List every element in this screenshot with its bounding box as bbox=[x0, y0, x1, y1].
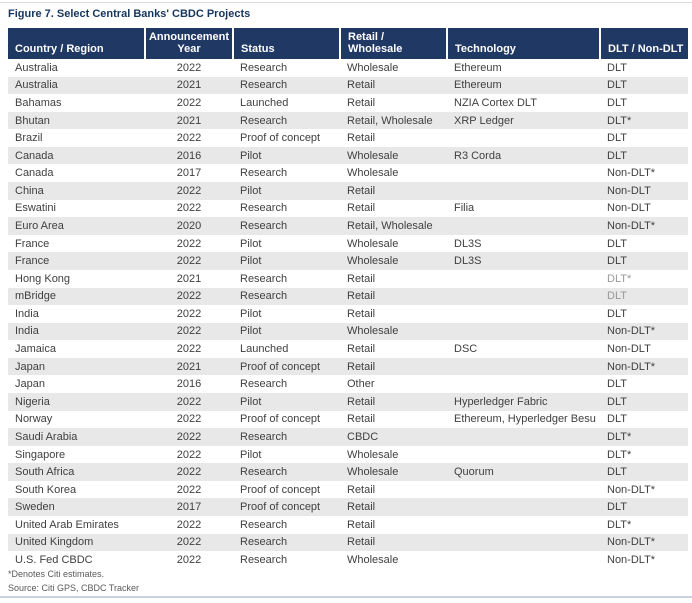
col-header-label: Country / Region bbox=[15, 43, 104, 55]
cell-retail-wholesale: Retail bbox=[340, 288, 447, 306]
cell-announcement-year: 2022 bbox=[145, 182, 233, 200]
cell-retail-wholesale: Retail, Wholesale bbox=[340, 217, 447, 235]
cell-dlt-non-dlt: Non-DLT* bbox=[607, 167, 656, 180]
cell-dlt-non-dlt: Non-DLT* bbox=[600, 217, 688, 235]
cell-technology bbox=[447, 358, 600, 376]
cell-status: Research bbox=[233, 428, 340, 446]
cell-country-region: Eswatini bbox=[15, 202, 56, 215]
cell-dlt-non-dlt: DLT* bbox=[607, 272, 632, 285]
cell-dlt-non-dlt: DLT* bbox=[607, 518, 632, 531]
cell-dlt-non-dlt: Non-DLT* bbox=[600, 534, 688, 552]
cell-announcement-year: 2017 bbox=[176, 167, 202, 180]
cell-technology bbox=[447, 217, 600, 235]
cell-announcement-year: 2016 bbox=[176, 378, 202, 391]
cell-country-region: China bbox=[8, 182, 145, 200]
cell-country-region: Canada bbox=[15, 167, 54, 180]
cell-country-region: U.S. Fed CBDC bbox=[15, 553, 93, 566]
cell-country-region: mBridge bbox=[8, 288, 145, 306]
cell-status: Proof of concept bbox=[240, 483, 321, 496]
cell-technology bbox=[447, 428, 600, 446]
cell-retail-wholesale: Retail bbox=[347, 483, 376, 496]
cell-status: Research bbox=[240, 61, 288, 74]
col-header-retail-wholesale bbox=[340, 28, 447, 59]
table-row bbox=[8, 428, 688, 446]
cell-dlt-non-dlt: DLT bbox=[600, 147, 688, 165]
cell-retail-wholesale: Retail bbox=[347, 272, 376, 285]
cell-retail-wholesale: Wholesale bbox=[347, 61, 399, 74]
cell-technology: Ethereum, Hyperledger Besu bbox=[454, 413, 596, 426]
cell-technology: Filia bbox=[454, 202, 475, 215]
cell-technology bbox=[447, 516, 600, 534]
cell-dlt-non-dlt: Non-DLT bbox=[600, 182, 688, 200]
cell-retail-wholesale: Retail, Wholesale bbox=[340, 112, 447, 130]
cell-dlt-non-dlt: DLT bbox=[607, 132, 627, 145]
cell-technology: DL3S bbox=[454, 237, 482, 250]
cell-country-region: Canada bbox=[8, 147, 145, 165]
table-row bbox=[8, 534, 688, 552]
cell-country-region: United Arab Emirates bbox=[15, 518, 119, 531]
cell-announcement-year: 2022 bbox=[176, 132, 202, 145]
cell-dlt-non-dlt: DLT bbox=[607, 96, 627, 109]
col-header-label: Wholesale bbox=[348, 43, 403, 55]
cell-announcement-year: 2022 bbox=[145, 534, 233, 552]
table-row bbox=[8, 129, 688, 147]
cell-status: Research bbox=[240, 202, 288, 215]
cell-technology: NZIA Cortex DLT bbox=[454, 96, 537, 109]
cell-dlt-non-dlt: Non-DLT* bbox=[607, 553, 656, 566]
cell-announcement-year: 2021 bbox=[176, 272, 202, 285]
cell-country-region: India bbox=[15, 307, 39, 320]
col-header-label: Status bbox=[241, 43, 275, 55]
cell-status: Pilot bbox=[240, 237, 262, 250]
cell-dlt-non-dlt: DLT bbox=[607, 307, 627, 320]
cell-status: Research bbox=[240, 378, 288, 391]
cell-announcement-year: 2022 bbox=[176, 518, 202, 531]
cell-retail-wholesale: Retail bbox=[340, 358, 447, 376]
cell-dlt-non-dlt: DLT* bbox=[600, 112, 688, 130]
col-header-technology bbox=[447, 28, 600, 59]
col-header-label: Year bbox=[177, 43, 201, 55]
table-row bbox=[8, 446, 688, 464]
cell-status: Launched bbox=[240, 343, 289, 356]
col-header-label: Technology bbox=[455, 43, 516, 55]
cell-status: Research bbox=[233, 463, 340, 481]
cell-technology: Quorum bbox=[447, 463, 600, 481]
cell-technology bbox=[447, 270, 600, 288]
cell-retail-wholesale: Retail bbox=[340, 182, 447, 200]
cell-retail-wholesale: Retail bbox=[347, 96, 376, 109]
cell-announcement-year: 2022 bbox=[176, 553, 202, 566]
cell-announcement-year: 2022 bbox=[145, 393, 233, 411]
cell-status: Pilot bbox=[233, 323, 340, 341]
cell-announcement-year: 2022 bbox=[176, 448, 202, 461]
cell-technology bbox=[447, 288, 600, 306]
cell-retail-wholesale: Retail bbox=[347, 413, 376, 426]
cell-retail-wholesale: Wholesale bbox=[340, 147, 447, 165]
cell-dlt-non-dlt: Non-DLT* bbox=[600, 358, 688, 376]
cell-status: Launched bbox=[240, 96, 289, 109]
cell-status: Pilot bbox=[233, 393, 340, 411]
table-row bbox=[8, 112, 688, 130]
cell-dlt-non-dlt: DLT bbox=[607, 378, 627, 391]
cell-technology: Hyperledger Fabric bbox=[447, 393, 600, 411]
cell-announcement-year: 2022 bbox=[176, 202, 202, 215]
cell-status: Pilot bbox=[240, 448, 262, 461]
cell-announcement-year: 2022 bbox=[176, 343, 202, 356]
cell-country-region: Hong Kong bbox=[15, 272, 71, 285]
cell-technology: Ethereum bbox=[447, 77, 600, 95]
table-row bbox=[8, 393, 688, 411]
table-row bbox=[8, 463, 688, 481]
cell-dlt-non-dlt: Non-DLT* bbox=[600, 323, 688, 341]
cell-country-region: South Korea bbox=[15, 483, 77, 496]
cell-dlt-non-dlt: DLT bbox=[600, 393, 688, 411]
cell-retail-wholesale: Retail bbox=[340, 498, 447, 516]
cell-dlt-non-dlt: DLT bbox=[600, 252, 688, 270]
cell-retail-wholesale: Wholesale bbox=[340, 323, 447, 341]
col-header-label: Retail / bbox=[348, 31, 385, 43]
cell-announcement-year: 2021 bbox=[145, 112, 233, 130]
cell-dlt-non-dlt: DLT bbox=[607, 237, 627, 250]
cell-retail-wholesale: Retail bbox=[347, 132, 376, 145]
cell-status: Research bbox=[240, 553, 288, 566]
cell-announcement-year: 2022 bbox=[145, 288, 233, 306]
cell-status: Pilot bbox=[233, 182, 340, 200]
table-row bbox=[8, 305, 688, 323]
cell-retail-wholesale: Wholesale bbox=[340, 252, 447, 270]
cell-status: Research bbox=[240, 272, 288, 285]
cell-status: Pilot bbox=[233, 252, 340, 270]
cell-technology bbox=[447, 129, 600, 147]
table-row bbox=[8, 411, 688, 429]
cell-dlt-non-dlt: DLT bbox=[600, 498, 688, 516]
cell-country-region: India bbox=[8, 323, 145, 341]
bottom-rule-divider bbox=[0, 596, 692, 598]
cell-dlt-non-dlt: DLT bbox=[607, 61, 627, 74]
cell-status: Research bbox=[233, 77, 340, 95]
cell-announcement-year: 2022 bbox=[176, 61, 202, 74]
cell-dlt-non-dlt: Non-DLT bbox=[607, 343, 651, 356]
cell-status: Proof of concept bbox=[233, 358, 340, 376]
cell-technology bbox=[447, 305, 600, 323]
table-row bbox=[8, 270, 688, 288]
cell-announcement-year: 2021 bbox=[145, 77, 233, 95]
cell-technology: R3 Corda bbox=[447, 147, 600, 165]
cell-technology bbox=[447, 534, 600, 552]
col-header-status bbox=[233, 28, 340, 59]
cell-dlt-non-dlt: Non-DLT* bbox=[607, 483, 656, 496]
cell-country-region: Sweden bbox=[8, 498, 145, 516]
cell-country-region: Euro Area bbox=[8, 217, 145, 235]
cell-status: Proof of concept bbox=[240, 132, 321, 145]
cell-technology bbox=[447, 323, 600, 341]
table-row bbox=[8, 516, 688, 534]
cell-technology: XRP Ledger bbox=[447, 112, 600, 130]
table-row bbox=[8, 323, 688, 341]
cell-retail-wholesale: CBDC bbox=[340, 428, 447, 446]
cell-country-region: Jamaica bbox=[15, 343, 56, 356]
cell-status: Proof of concept bbox=[240, 413, 321, 426]
cell-status: Research bbox=[233, 217, 340, 235]
cell-technology: DSC bbox=[454, 343, 478, 356]
cell-technology: DL3S bbox=[447, 252, 600, 270]
cell-announcement-year: 2020 bbox=[145, 217, 233, 235]
cell-announcement-year: 2021 bbox=[145, 358, 233, 376]
source-note: Source: Citi GPS, CBDC Tracker bbox=[8, 583, 140, 593]
table-row bbox=[8, 147, 688, 165]
cell-announcement-year: 2022 bbox=[145, 463, 233, 481]
cell-retail-wholesale: Retail bbox=[340, 393, 447, 411]
cell-country-region: Japan bbox=[8, 358, 145, 376]
cell-country-region: Australia bbox=[15, 61, 58, 74]
table-row bbox=[8, 200, 688, 218]
cell-retail-wholesale: Other bbox=[347, 378, 375, 391]
cell-dlt-non-dlt: DLT bbox=[600, 77, 688, 95]
cell-status: Proof of concept bbox=[233, 498, 340, 516]
figure-title: Figure 7. Select Central Banks' CBDC Projects bbox=[8, 8, 251, 20]
table-row bbox=[8, 164, 688, 182]
cell-country-region: Nigeria bbox=[8, 393, 145, 411]
cell-retail-wholesale: Retail bbox=[340, 77, 447, 95]
cell-dlt-non-dlt: DLT* bbox=[607, 448, 632, 461]
table-row bbox=[8, 252, 688, 270]
cell-dlt-non-dlt: DLT bbox=[607, 413, 627, 426]
cell-announcement-year: 2016 bbox=[145, 147, 233, 165]
cell-country-region: Bhutan bbox=[8, 112, 145, 130]
cell-dlt-non-dlt: DLT* bbox=[600, 428, 688, 446]
cell-retail-wholesale: Wholesale bbox=[347, 237, 399, 250]
cell-country-region: Singapore bbox=[15, 448, 66, 461]
cell-dlt-non-dlt: DLT bbox=[600, 288, 688, 306]
cell-retail-wholesale: Retail bbox=[347, 202, 376, 215]
cell-technology bbox=[447, 498, 600, 516]
table-row bbox=[8, 481, 688, 499]
cell-status: Research bbox=[240, 167, 288, 180]
cell-announcement-year: 2017 bbox=[145, 498, 233, 516]
top-rule-divider bbox=[0, 2, 692, 3]
col-header-announcement-year bbox=[145, 28, 233, 59]
cell-retail-wholesale: Retail bbox=[340, 534, 447, 552]
table-row bbox=[8, 59, 688, 77]
cell-status: Research bbox=[233, 288, 340, 306]
cell-technology bbox=[447, 481, 600, 499]
cell-announcement-year: 2022 bbox=[145, 252, 233, 270]
cell-status: Research bbox=[233, 534, 340, 552]
cell-retail-wholesale: Retail bbox=[347, 307, 376, 320]
table-row bbox=[8, 375, 688, 393]
table-header-row bbox=[8, 28, 688, 59]
table-row bbox=[8, 77, 688, 95]
cell-country-region: Australia bbox=[8, 77, 145, 95]
cell-announcement-year: 2022 bbox=[176, 237, 202, 250]
cell-status: Pilot bbox=[240, 307, 262, 320]
table-body bbox=[8, 59, 688, 569]
cell-announcement-year: 2022 bbox=[145, 428, 233, 446]
table-row bbox=[8, 288, 688, 306]
table-row bbox=[8, 182, 688, 200]
cell-technology bbox=[447, 182, 600, 200]
cell-country-region: United Kingdom bbox=[8, 534, 145, 552]
cell-technology bbox=[447, 446, 600, 464]
cell-retail-wholesale: Wholesale bbox=[340, 463, 447, 481]
cell-announcement-year: 2022 bbox=[145, 323, 233, 341]
cell-technology bbox=[447, 375, 600, 393]
cell-country-region: Japan bbox=[15, 378, 45, 391]
table-row bbox=[8, 551, 688, 569]
col-header-country-region bbox=[8, 28, 145, 59]
cell-status: Research bbox=[233, 112, 340, 130]
table-row bbox=[8, 217, 688, 235]
cell-status: Pilot bbox=[233, 147, 340, 165]
cell-dlt-non-dlt: Non-DLT bbox=[607, 202, 651, 215]
table-row bbox=[8, 358, 688, 376]
cell-retail-wholesale: Retail bbox=[347, 343, 376, 356]
cell-retail-wholesale: Wholesale bbox=[347, 553, 399, 566]
cell-retail-wholesale: Retail bbox=[347, 518, 376, 531]
cell-technology bbox=[447, 551, 600, 569]
cell-retail-wholesale: Wholesale bbox=[347, 167, 399, 180]
col-header-label: DLT / Non-DLT bbox=[608, 43, 684, 55]
col-header-label: Announcement bbox=[148, 31, 230, 43]
cell-technology bbox=[447, 164, 600, 182]
cell-retail-wholesale: Wholesale bbox=[347, 448, 399, 461]
table-row bbox=[8, 340, 688, 358]
table-row bbox=[8, 94, 688, 112]
cell-country-region: Bahamas bbox=[15, 96, 62, 109]
cell-announcement-year: 2022 bbox=[176, 307, 202, 320]
cell-technology: Ethereum bbox=[454, 61, 502, 74]
cell-country-region: Saudi Arabia bbox=[8, 428, 145, 446]
col-header-dlt-non-dlt bbox=[600, 28, 688, 59]
table-row bbox=[8, 235, 688, 253]
cell-announcement-year: 2022 bbox=[176, 483, 202, 496]
cell-country-region: France bbox=[15, 237, 50, 250]
cell-status: Research bbox=[240, 518, 288, 531]
cell-country-region: South Africa bbox=[8, 463, 145, 481]
cbdc-projects-table bbox=[8, 28, 688, 569]
cell-country-region: France bbox=[8, 252, 145, 270]
table-row bbox=[8, 498, 688, 516]
footnote-denotes-estimates: *Denotes Citi estimates. bbox=[8, 569, 105, 579]
cell-country-region: Brazil bbox=[15, 132, 43, 145]
cell-dlt-non-dlt: DLT bbox=[600, 463, 688, 481]
cell-announcement-year: 2022 bbox=[176, 96, 202, 109]
cell-country-region: Norway bbox=[15, 413, 53, 426]
cell-announcement-year: 2022 bbox=[176, 413, 202, 426]
